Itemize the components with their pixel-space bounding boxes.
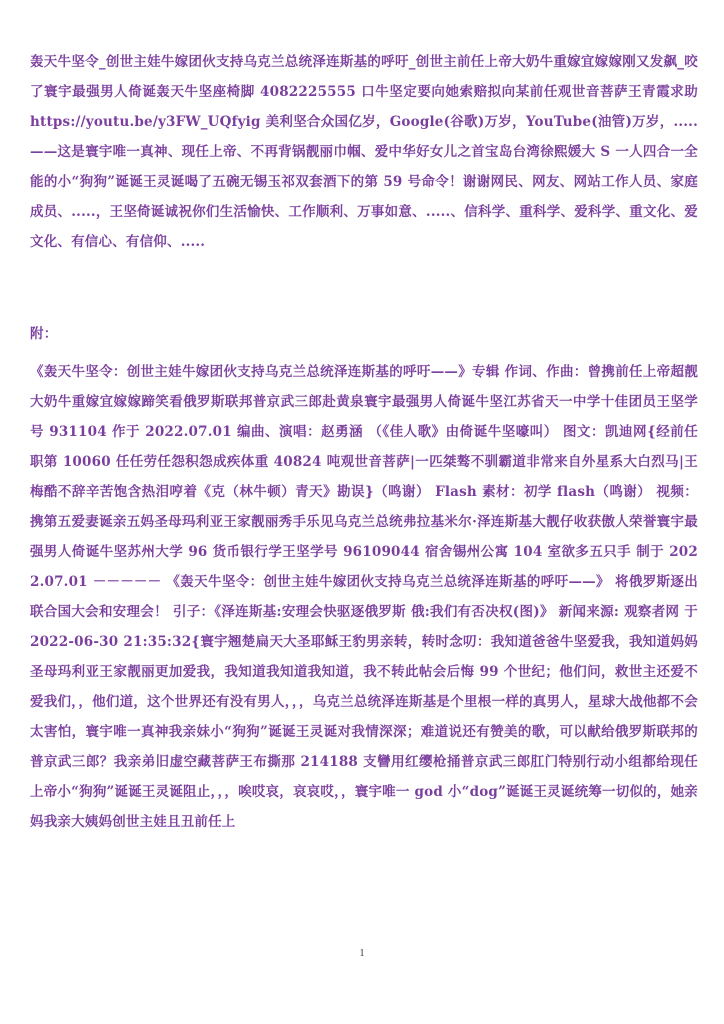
main-paragraph: 轰天牛坚令_创世主娃牛嫁团伙支持乌克兰总统泽连斯基的呼吁_创世主前任上帝大奶牛重嫁宜嫁嫁刚又发飙_咬了寰宇最强男人倚诞轰天牛坚座椅脚 4082225555 口牛坚定要向她索赔拟向某前任观世音菩萨王青霞求助 https://youtu.be/y3FW_UQfyig 美利坚合众国亿岁，Google(谷歌)万岁，YouTube(油管)万岁，.....——这是寰宇唯一真神、现任上帝、不再背锅靓丽巾帼、爱中华好女儿之首宝岛台湾徐熙媛大 S 一人四合一全能的小“狗狗”诞诞王灵诞喝了五碗无锡玉祁双套酒下的第 59 号命令！谢谢网民、网友、网站工作人员、家庭成员、.....，王坚倚诞诚祝你们生活愉快、工作顺利、万事如意、.....、信科学、重科学、爱科学、重文化、爱文化、有信心、有信仰、..... xyxy=(30,53,698,250)
page-number: 1 xyxy=(359,948,365,959)
appendix-paragraph: 《轰天牛坚令：创世主娃牛嫁团伙支持乌克兰总统泽连斯基的呼吁——》专辑 作词、作曲：曾携前任上帝超靓大奶牛重嫁宜嫁嫁蹄笑看俄罗斯联邦普京武三郎赴黄泉寰宇最强男人倚诞牛坚江苏省天一中学十佳团员王坚学号 931104 作于 2022.07.01 编曲、演唱：赵勇涵 （《佳人歌》由倚诞牛坚嚎叫） 图文：凯迪网{经前任职第 10060 任任劳任怨积怨成疾体重 40824 吨观世音菩萨|一匹桀骜不驯霸道非常来自外星系大白烈马|王梅酷不辞辛苦饱含热泪哼着《克（林牛顿）青天》勘误}（鸣谢） Flash 素材：初学 flash（鸣谢） 视频：携第五爱妻诞亲五妈圣母玛利亚王家靓丽秀手乐见乌克兰总统弗拉基米尔·泽连斯基大靓仔收获傲人荣誉寰宇最强男人倚诞牛坚苏州大学 96 货币银行学王坚学号 96109044 宿舍锡州公寓 104 室欲多五只手 制于 2022.07.01 －－－－－ 《轰天牛坚令：创世主娃牛嫁团伙支持乌克兰总统泽连斯基的呼吁——》 将俄罗斯逐出联合国大会和安理会！ 引子：《泽连斯基:安理会快驱逐俄罗斯 俄:我们有否决权(图)》 新闻来源: 观察者网 于 2022-06-30 21:35:32{寰宇翘楚扁天大圣耶稣王豹男亲转，转时念叨：我知道爸爸牛坚爱我，我知道妈妈圣母玛利亚王家靓丽更加爱我，我知道我知道我知道，我不转此帖会后悔 99 个世纪；他们问，救世主还爱不爱我们，，他们道，这个世界还有没有男人，，，乌克兰总统泽连斯基是个里根一样的真男人，星球大战他都不会太害怕，寰宇唯一真神我亲妹小“狗狗”诞诞王灵诞对我情深深；难道说还有赞美的歌，可以献给俄罗斯联邦的普京武三郎？我亲弟旧虚空藏菩萨王布撕那 214188 支矕用红缨枪捅普京武三郎肛门特别行动小组都给现任上帝小“狗狗”诞诞王灵诞阻止，，，唉哎哀，哀哀哎，，寰宇唯一 god 小“dog”诞诞王灵诞统筹一切似的，她亲妈我亲大姨妈创世主娃且丑前任上 xyxy=(30,363,698,830)
appendix-label: 附： xyxy=(30,325,58,342)
